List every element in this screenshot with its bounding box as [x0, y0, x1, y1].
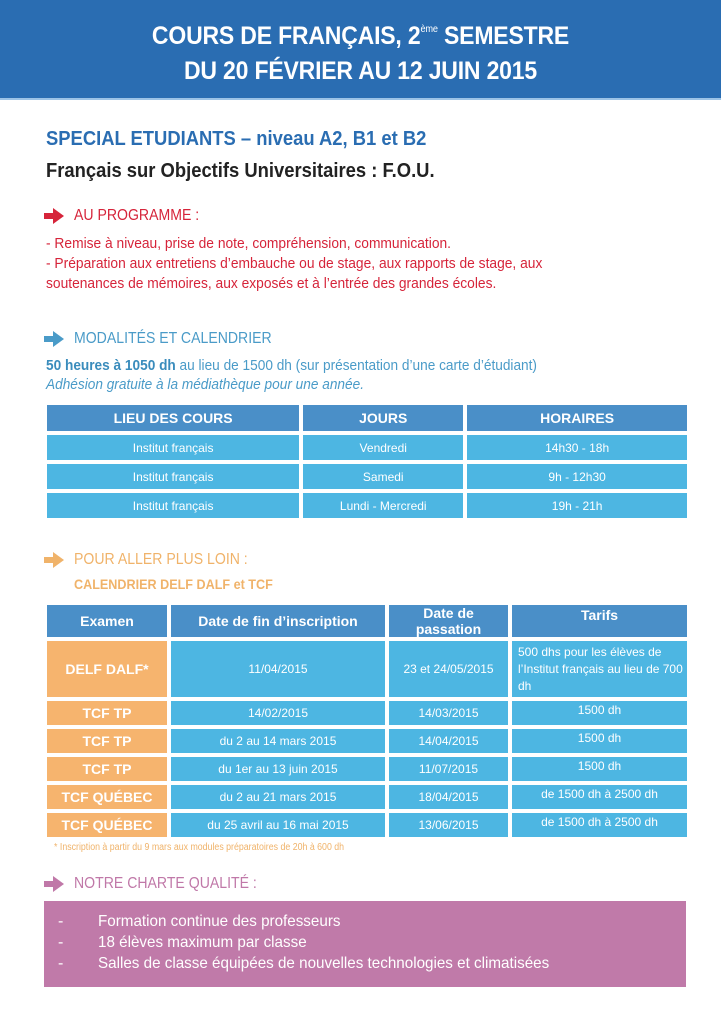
subtitle-program: Français sur Objectifs Universitaires : F.O.U. [46, 160, 435, 182]
tarif-cell: 1500 dh [512, 701, 687, 725]
section-charte-heading: NOTRE CHARTE QUALITÉ : [44, 875, 282, 893]
banner-dates: DU 20 FÉVRIER AU 12 JUIN 2015 [183, 57, 537, 85]
column-header: Date de fin d’inscription [171, 605, 385, 637]
tarif-cell: 1500 dh [512, 757, 687, 781]
tarif-cell: 1500 dh [512, 729, 687, 753]
table-cell: Samedi [303, 464, 463, 489]
price-line: 50 heures à 1050 dh au lieu de 1500 dh (sur présentation d’une carte d’étudiant) [46, 357, 537, 374]
modalites-text [46, 356, 537, 394]
table-cell: 13/06/2015 [389, 813, 508, 837]
exam-name: TCF TP [47, 701, 167, 725]
column-header: LIEU DES COURS [47, 405, 299, 431]
schedule-table [43, 401, 691, 522]
banner-title: COURS DE FRANÇAIS, 2ème SEMESTRE [151, 22, 570, 50]
table-cell: du 25 avril au 16 mai 2015 [171, 813, 385, 837]
table-cell: Institut français [47, 435, 299, 460]
exam-name: TCF QUÉBEC [47, 813, 167, 837]
tarif-cell: de 1500 dh à 2500 dh [512, 813, 687, 837]
exam-name: DELF DALF* [47, 641, 167, 697]
table-cell: 23 et 24/05/2015 [389, 641, 508, 697]
table-cell: 9h - 12h30 [467, 464, 687, 489]
table-cell: du 1er au 13 juin 2015 [171, 757, 385, 781]
table-cell: Lundi - Mercredi [303, 493, 463, 518]
table-row [47, 435, 687, 460]
list-item: - Formation continue des professeurs [58, 913, 341, 930]
table-row [47, 701, 687, 725]
table-cell: 14/03/2015 [389, 701, 508, 725]
table-row [47, 464, 687, 489]
list-item: - Salles de classe équipées de nouvelles technologies et climatisées [58, 955, 550, 972]
arrow-right-icon [44, 208, 64, 224]
tarif-cell: 500 dhs pour les élèves de l’Institut français au lieu de 700 dh [512, 641, 687, 697]
column-header: Date de passation [389, 605, 508, 637]
table-cell: Institut français [47, 464, 299, 489]
column-header: HORAIRES [467, 405, 687, 431]
table-row [47, 641, 687, 697]
column-header: JOURS [303, 405, 463, 431]
charte-list [44, 901, 686, 987]
table-row [47, 757, 687, 781]
table-cell: 14h30 - 18h [467, 435, 687, 460]
table-cell: du 2 au 21 mars 2015 [171, 785, 385, 809]
mediatheque-note: Adhésion gratuite à la médiathèque pour une année. [46, 376, 364, 393]
list-item: - 18 élèves maximum par classe [58, 934, 307, 951]
arrow-right-icon [44, 876, 64, 892]
table-row [47, 813, 687, 837]
table-row [47, 493, 687, 518]
table-header-row [47, 605, 687, 637]
section-modalites-heading: MODALITÉS ET CALENDRIER [44, 330, 299, 348]
calendar-subheading: CALENDRIER DELF DALF et TCF [74, 576, 273, 592]
tarif-cell: de 1500 dh à 2500 dh [512, 785, 687, 809]
table-cell: du 2 au 14 mars 2015 [171, 729, 385, 753]
table-cell: 19h - 21h [467, 493, 687, 518]
section-plus-loin-heading: POUR ALLER PLUS LOIN : [44, 551, 271, 569]
subtitle-level: SPECIAL ETUDIANTS – niveau A2, B1 et B2 [46, 128, 427, 150]
table-cell: 11/04/2015 [171, 641, 385, 697]
table-cell: 14/04/2015 [389, 729, 508, 753]
exam-table [43, 601, 691, 841]
exam-name: TCF QUÉBEC [47, 785, 167, 809]
exam-name: TCF TP [47, 757, 167, 781]
arrow-right-icon [44, 552, 64, 568]
table-cell: 14/02/2015 [171, 701, 385, 725]
table-row [47, 785, 687, 809]
table-cell: Vendredi [303, 435, 463, 460]
arrow-right-icon [44, 331, 64, 347]
table-row [47, 729, 687, 753]
column-header: Examen [47, 605, 167, 637]
table-header-row [47, 405, 687, 431]
table-cell: 11/07/2015 [389, 757, 508, 781]
exam-name: TCF TP [47, 729, 167, 753]
programme-text: - Remise à niveau, prise de note, compréhension, communication. - Préparation aux entretiens d’embauche ou de stage, aux rapports de stage, aux soutenances de mémoires, aux exposés et à l’entrée des grandes écoles. [46, 235, 543, 292]
column-header: Tarifs [512, 605, 687, 637]
exam-footnote: * Inscription à partir du 9 mars aux modules préparatoires de 20h à 600 dh [54, 842, 345, 853]
header-banner [0, 0, 721, 100]
table-cell: 18/04/2015 [389, 785, 508, 809]
section-programme-heading: AU PROGRAMME : [44, 207, 216, 225]
table-cell: Institut français [47, 493, 299, 518]
